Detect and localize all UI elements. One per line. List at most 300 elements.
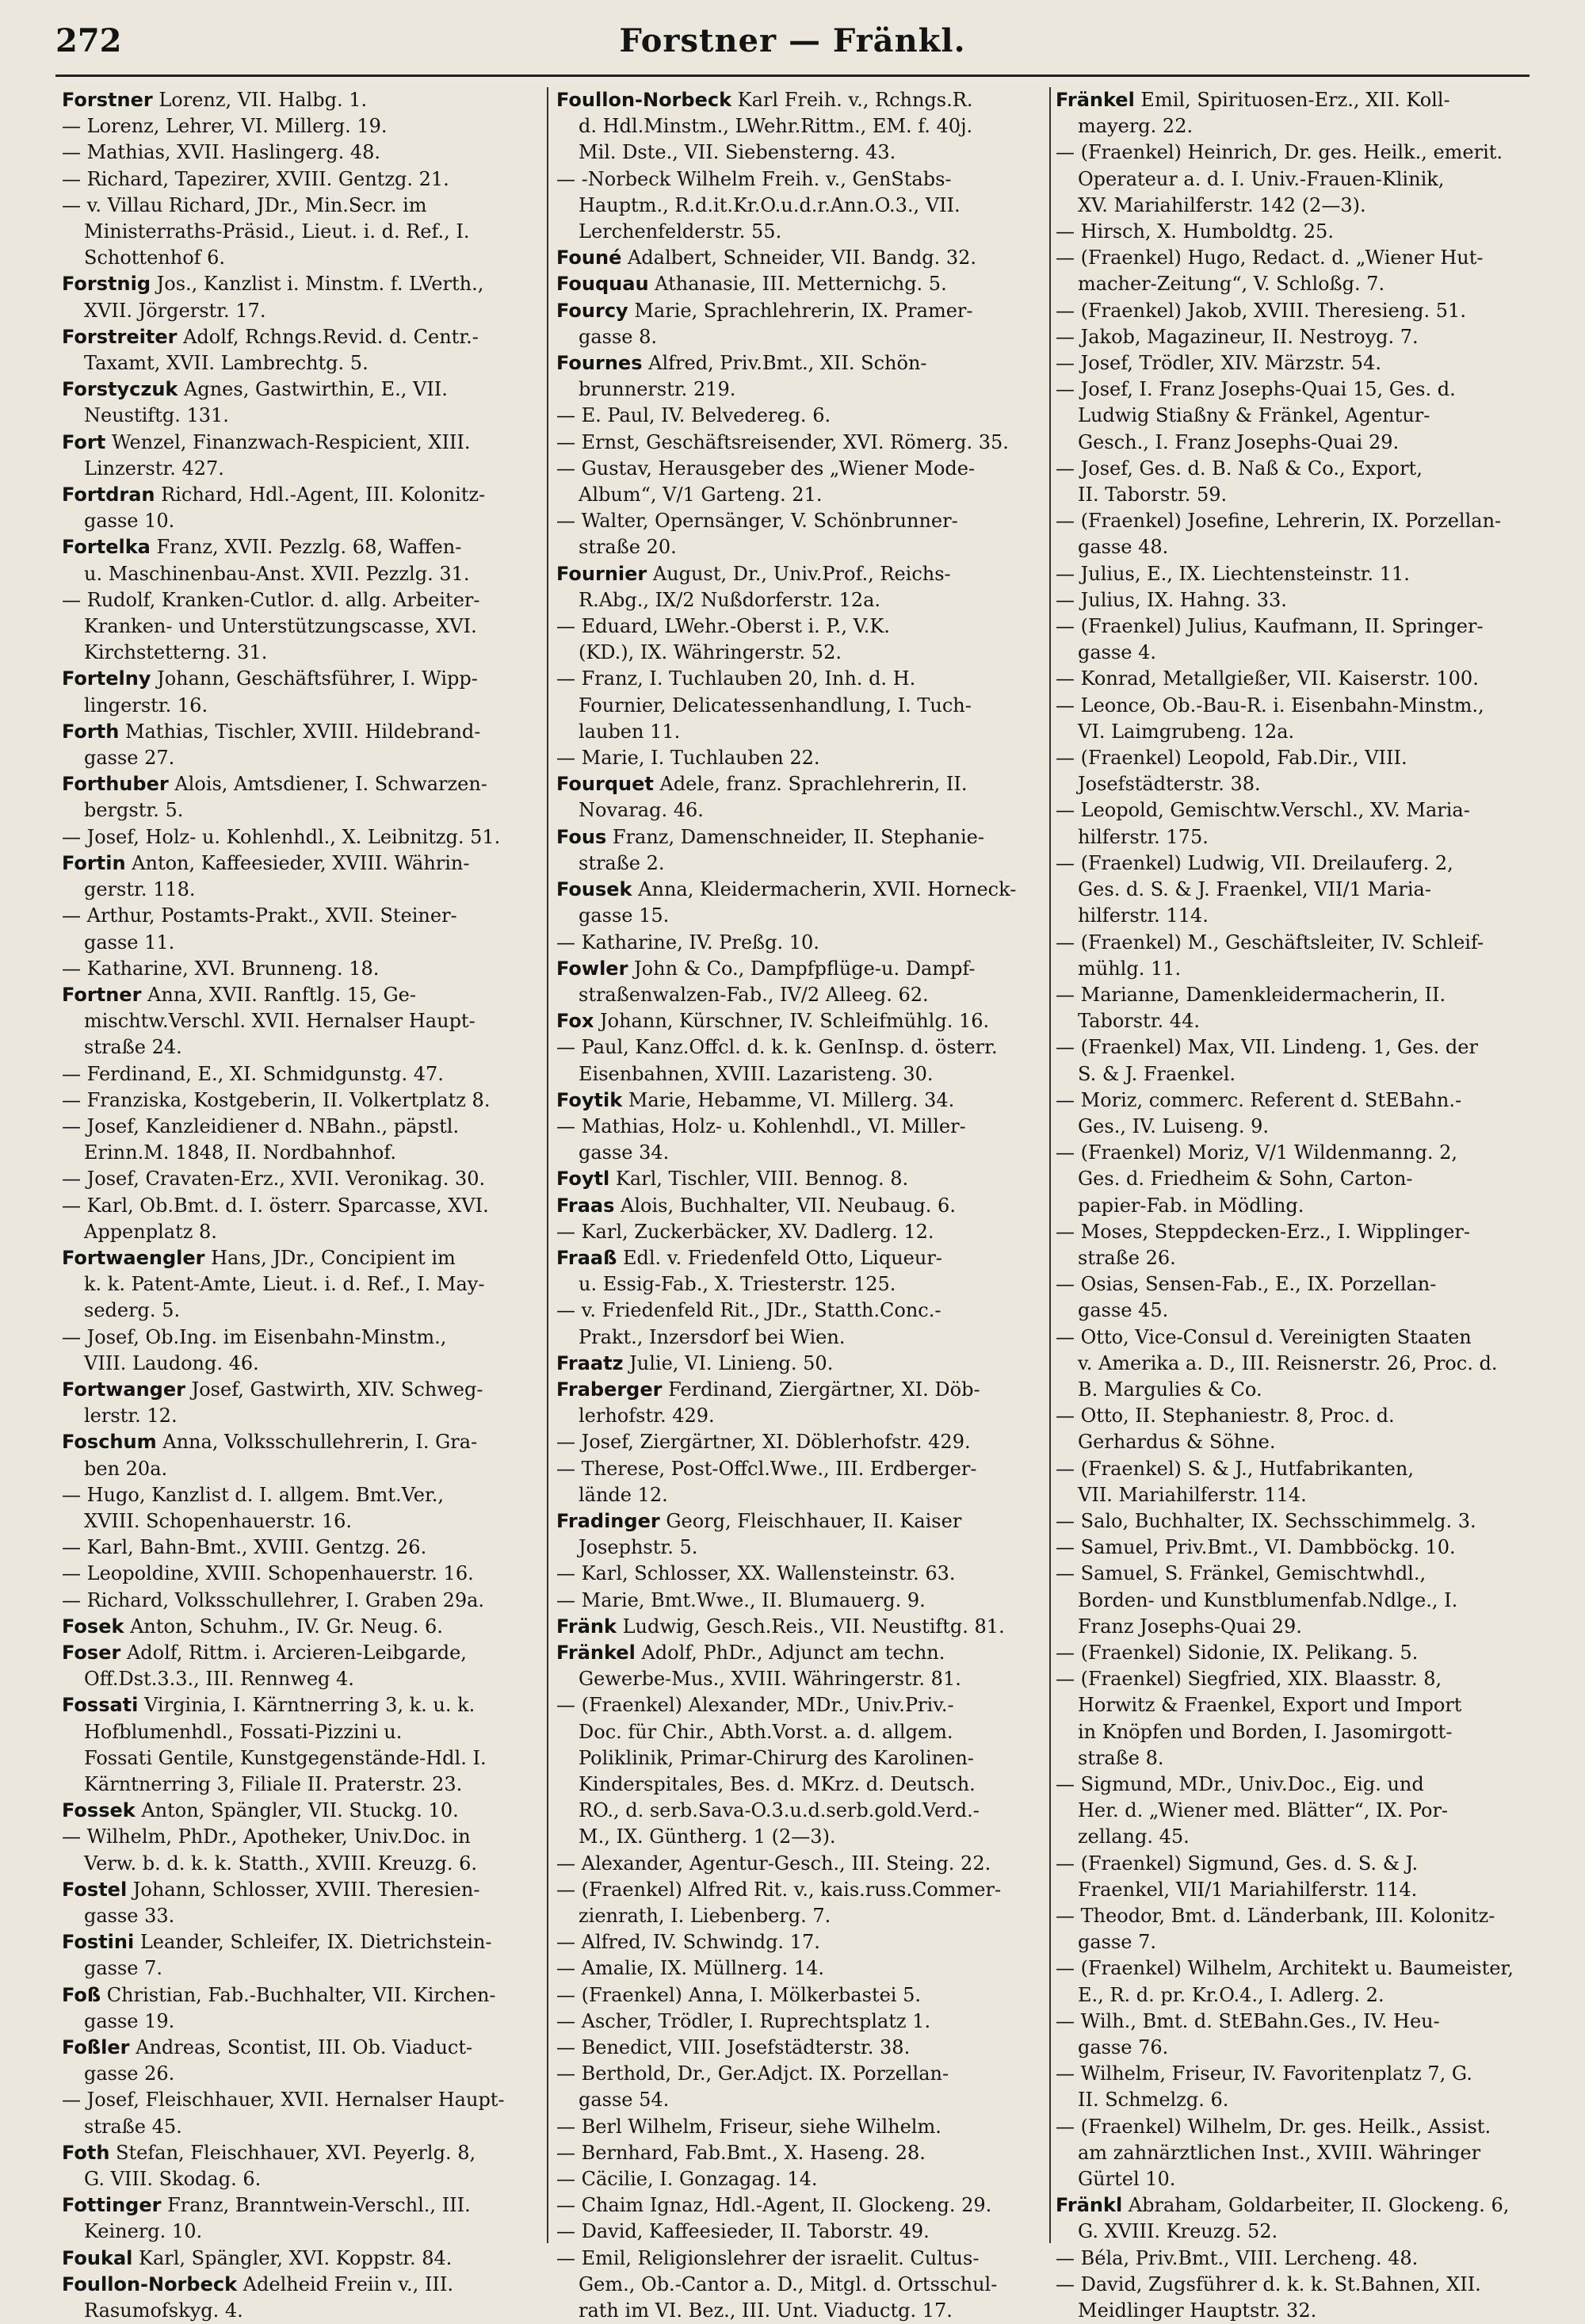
entry-details: — Paul, Kanz.Offcl. d. k. k. GenInsp. d. österr. Eisenbahnen, XVIII. Lazaristeng. 30. <box>556 1036 998 1085</box>
entry-details: — Béla, Priv.Bmt., VIII. Lercheng. 48. <box>1056 2246 1419 2269</box>
entry-details: Karl Freih. v., Rchngs.R. d. Hdl.Minstm., LWehr.Rittm., EM. f. 40j. Mil. Dste., VII. Siebensterng. 43. <box>579 89 973 164</box>
entry-details: Stefan, Fleischhauer, XVI. Peyerlg. 8, G. VIII. Skodag. 6. <box>84 2141 476 2191</box>
entry-details: Adolf, PhDr., Adjunct am techn. Gewerbe-Mus., XVIII. Währingerstr. 81. <box>579 1641 961 1691</box>
running-head: Forstner — Fränkl. <box>619 22 966 59</box>
entry-surname: Foytl <box>556 1168 610 1191</box>
entry-details: — Josef, Ob.Ing. im Eisenbahn-Minstm., VIII. Laudong. 46. <box>62 1325 447 1374</box>
directory-entry <box>556 2114 1045 2140</box>
directory-entry <box>556 1614 1045 1640</box>
entry-details: — (Fraenkel) Hugo, Redact. d. „Wiener Hut- macher-Zeitung“, V. Schloßg. 7. <box>1056 247 1484 296</box>
entry-surname: Fourcy <box>556 299 628 322</box>
directory-entry <box>62 1166 539 1192</box>
column-3 <box>1056 87 1545 2322</box>
directory-entry <box>556 245 1045 271</box>
entry-details: — Konrad, Metallgießer, VII. Kaiserstr. 100. <box>1056 667 1479 690</box>
entry-details: — Leonce, Ob.-Bau-R. i. Eisenbahn-Minstm., VI. Laimgrubeng. 12a. <box>1056 694 1484 743</box>
entry-details: — Alexander, Agentur-Gesch., III. Steing. 22. <box>556 1852 991 1875</box>
directory-entry <box>62 2246 539 2272</box>
directory-entry <box>1056 1561 1545 1640</box>
entry-surname: Foth <box>62 2141 110 2164</box>
directory-entry <box>62 1245 539 1324</box>
directory-entry <box>62 193 539 272</box>
directory-entry <box>62 1114 539 1166</box>
entry-details: — Osias, Sensen-Fab., E., IX. Porzellan- gasse 45. <box>1056 1273 1437 1322</box>
entry-details: Georg, Fleischhauer, II. Kaiser Josephstr. 5. <box>579 1509 962 1559</box>
directory-entry <box>556 877 1045 929</box>
entry-details: — Franziska, Kostgeberin, II. Volkertplatz 8. <box>62 1088 491 1111</box>
entry-details: Anton, Schuhm., IV. Gr. Neug. 6. <box>124 1615 443 1638</box>
directory-entry <box>62 1588 539 1614</box>
directory-entry <box>1056 2272 1545 2324</box>
entry-details: Abraham, Goldarbeiter, II. Glockeng. 6, G. XVIII. Kreuzg. 52. <box>1078 2194 1510 2243</box>
entry-details: — (Fraenkel) M., Geschäftsleiter, IV. Schleif- mühlg. 11. <box>1056 931 1484 980</box>
entry-details: — Moses, Steppdecken-Erz., I. Wipplinger- straße 26. <box>1056 1220 1470 1269</box>
directory-entry <box>62 271 539 323</box>
entry-details: — Josef, Ziergärtner, XI. Döblerhofstr. 429. <box>556 1431 971 1454</box>
directory-entry <box>62 2272 539 2324</box>
directory-entry <box>1056 1903 1545 1955</box>
entry-details: Johann, Kürschner, IV. Schleifmühlg. 16. <box>594 1010 990 1033</box>
entry-details: Alois, Buchhalter, VII. Neubaug. 6. <box>614 1194 956 1217</box>
entry-details: Virginia, I. Kärntnerring 3, k. u. k. Hofblumenhdl., Fossati-Pizzini u. Fossati Gentile, Kunstgegenstände-Hdl. I. Kärntnerring 3, Filiale II. Praterstr. 23. <box>84 1694 487 1795</box>
entry-surname: Fossek <box>62 1799 136 1822</box>
entry-details: Karl, Spängler, XVI. Koppstr. 84. <box>132 2246 453 2269</box>
directory-entry <box>556 561 1045 613</box>
entry-surname: Fortwanger <box>62 1378 185 1401</box>
directory-entry <box>62 166 539 193</box>
directory-entry <box>1056 2192 1545 2245</box>
entry-details: Franz, XVII. Pezzlg. 68, Waffen- u. Maschinenbau-Anst. XVII. Pezzlg. 31. <box>84 536 470 585</box>
directory-entry <box>1056 850 1545 930</box>
entry-details: Anton, Spängler, VII. Stuckg. 10. <box>135 1799 459 1822</box>
entry-details: — Wilhelm, Friseur, IV. Favoritenplatz 7, G. II. Schmelzg. 6. <box>1056 2062 1472 2112</box>
entry-details: Anton, Kaffeesieder, XVIII. Währin- gerstr. 118. <box>84 851 470 901</box>
directory-entry <box>62 1377 539 1429</box>
directory-entry <box>556 456 1045 508</box>
directory-entry <box>62 1429 539 1481</box>
directory-entry <box>62 87 539 113</box>
entry-details: — (Fraenkel) Sidonie, IX. Pelikang. 5. <box>1056 1641 1419 1664</box>
entry-details: — Karl, Bahn-Bmt., XVIII. Gentzg. 26. <box>62 1536 427 1559</box>
entry-details: — Josef, Trödler, XIV. Märzstr. 54. <box>1056 352 1381 375</box>
entry-surname: Fortin <box>62 851 126 874</box>
entry-details: — Benedict, VIII. Josefstädterstr. 38. <box>556 2036 911 2059</box>
directory-entry <box>1056 1087 1545 1140</box>
entry-surname: Fradinger <box>556 1509 660 1532</box>
entry-surname: Fränkl <box>1056 2194 1123 2217</box>
entry-details: Franz, Damenschneider, II. Stephanie- straße 2. <box>579 825 984 874</box>
directory-entry <box>1056 1403 1545 1455</box>
directory-entry <box>556 298 1045 350</box>
directory-entry <box>62 1535 539 1561</box>
entry-details: — (Fraenkel) Jakob, XVIII. Theresieng. 51. <box>1056 299 1466 322</box>
directory-entry <box>556 508 1045 560</box>
entry-surname: Fortdran <box>62 484 155 506</box>
directory-entry <box>1056 745 1545 797</box>
entry-details: — Franz, I. Tuchlauben 20, Inh. d. H. Fournier, Delicatessenhandlung, I. Tuch- lauben 11. <box>556 667 972 743</box>
entry-details: — Salo, Buchhalter, IX. Sechsschimmelg. 3. <box>1056 1509 1476 1532</box>
directory-entry <box>62 719 539 771</box>
entry-surname: Forstreiter <box>62 325 178 348</box>
entry-surname: Forstnig <box>62 273 151 296</box>
entry-details: Emil, Spirituosen-Erz., XII. Koll- mayerg. 22. <box>1078 89 1450 138</box>
directory-entry <box>556 666 1045 745</box>
entry-details: — (Fraenkel) Alfred Rit. v., kais.russ.Commer- zienrath, I. Liebenberg. 7. <box>556 1878 1002 1928</box>
entry-details: Anna, Volksschullehrerin, I. Gra- ben 20a. <box>84 1431 478 1480</box>
entry-surname: Fourquet <box>556 773 654 796</box>
entry-details: — (Fraenkel) Alexander, MDr., Univ.Priv.- Doc. für Chir., Abth.Vorst. a. d. allgem. Poliklinik, Primar-Chirurg des Karolinen- Kinderspitales, Bes. d. MKrz. d. Deutsch. RO., d. serb.Sava-O.3.u.d.serb.gold.Verd.- M., IX. Güntherg. 1 (2—3). <box>556 1694 980 1848</box>
entry-surname: Fossati <box>62 1694 139 1717</box>
directory-entry <box>1056 982 1545 1034</box>
directory-entry <box>62 534 539 587</box>
entry-details: — Josef, Holz- u. Kohlenhdl., X. Leibnitzg. 51. <box>62 825 501 848</box>
directory-entry <box>1056 1271 1545 1324</box>
directory-entry <box>1056 324 1545 350</box>
entry-details: — Chaim Ignaz, Hdl.-Agent, II. Glockeng. 29. <box>556 2194 992 2217</box>
column-divider <box>547 87 548 2243</box>
entry-details: Agnes, Gastwirthin, E., VII. Neustiftg. 131. <box>84 378 448 427</box>
entry-surname: Foser <box>62 1641 121 1664</box>
entry-surname: Forthuber <box>62 773 169 796</box>
directory-entry <box>62 771 539 824</box>
entry-details: — Ferdinand, E., XI. Schmidgunstg. 47. <box>62 1062 444 1085</box>
directory-entry <box>1056 350 1545 377</box>
directory-entry <box>62 1877 539 1929</box>
entry-details: Adolf, Rchngs.Revid. d. Centr.- Taxamt, XVII. Lambrechtg. 5. <box>84 325 479 375</box>
entry-details: Hans, JDr., Concipient im k. k. Patent-Amte, Lieut. i. d. Ref., I. May- sederg. 5. <box>84 1246 485 1322</box>
entry-surname: Fraaß <box>556 1246 617 1269</box>
entry-surname: Fortner <box>62 983 142 1006</box>
entry-details: — Josef, Cravaten-Erz., XVII. Veronikag. 30. <box>62 1168 486 1191</box>
directory-entry <box>1056 456 1545 508</box>
directory-entry <box>62 1929 539 1982</box>
entry-details: — Katharine, XVI. Brunneng. 18. <box>62 957 380 980</box>
directory-entry <box>556 2166 1045 2192</box>
entry-details: — (Fraenkel) Wilhelm, Architekt u. Baumeister, E., R. d. pr. Kr.O.4., I. Adlerg. 2. <box>1056 1957 1514 2006</box>
entry-surname: Fottinger <box>62 2194 162 2217</box>
entry-surname: Foschum <box>62 1431 157 1454</box>
directory-entry <box>556 824 1045 877</box>
entry-details: — Lorenz, Lehrer, VI. Millerg. 19. <box>62 115 388 138</box>
directory-entry <box>1056 2061 1545 2113</box>
directory-entry <box>1056 1508 1545 1535</box>
entry-details: — Berthold, Dr., Ger.Adjct. IX. Porzellan- gasse 54. <box>556 2062 949 2112</box>
entry-details: Adelheid Freiin v., III. Rasumofskyg. 4. <box>84 2272 454 2322</box>
entry-details: — (Fraenkel) Wilhelm, Dr. ges. Heilk., Assist. am zahnärztlichen Inst., XVIII. Währinger Gürtel 10. <box>1056 2115 1491 2191</box>
directory-entry <box>62 1061 539 1087</box>
entry-details: — Amalie, IX. Müllnerg. 14. <box>556 1957 824 1980</box>
entry-details: — Theodor, Bmt. d. Länderbank, III. Kolonitz- gasse 7. <box>1056 1905 1495 1954</box>
entry-details: Christian, Fab.-Buchhalter, VII. Kirchen- gasse 19. <box>84 1983 496 2032</box>
entry-surname: Fournier <box>556 562 647 585</box>
directory-entry <box>62 1692 539 1798</box>
directory-entry <box>556 2246 1045 2324</box>
directory-entry <box>62 956 539 982</box>
entry-details: Josef, Gastwirth, XIV. Schweg- lerstr. 12. <box>84 1378 483 1428</box>
directory-entry <box>556 1193 1045 1219</box>
directory-entry <box>1056 1456 1545 1508</box>
entry-surname: Fowler <box>556 957 628 980</box>
directory-entry <box>1056 797 1545 850</box>
page-number: 272 <box>55 22 122 59</box>
directory-entry <box>556 1114 1045 1166</box>
entry-details: — David, Zugsführer d. k. k. St.Bahnen, XII. Meidlinger Hauptstr. 32. <box>1056 2272 1481 2322</box>
entry-details: — Josef, Fleischhauer, XVII. Hernalser Haupt- straße 45. <box>62 2089 505 2138</box>
entry-details: — Josef, I. Franz Josephs-Quai 15, Ges. d. Ludwig Stiaßny & Fränkel, Agentur- Gesch., I. Franz Josephs-Quai 29. <box>1056 378 1456 453</box>
directory-entry <box>62 850 539 903</box>
entry-details: — (Fraenkel) Sigmund, Ges. d. S. & J. Fraenkel, VII/1 Mariahilferstr. 114. <box>1056 1852 1419 1901</box>
directory-entry <box>556 771 1045 824</box>
directory-entry <box>556 1351 1045 1377</box>
directory-entry <box>1056 930 1545 982</box>
directory-entry <box>556 1166 1045 1192</box>
entry-surname: Founé <box>556 247 622 269</box>
entry-details: Marie, Hebamme, VI. Millerg. 34. <box>622 1088 955 1111</box>
entry-details: Andreas, Scontist, III. Ob. Viaduct- gasse 26. <box>84 2036 473 2085</box>
entry-surname: Fosek <box>62 1615 124 1638</box>
directory-entry <box>556 2009 1045 2035</box>
directory-entry <box>62 324 539 377</box>
directory-entry <box>556 1508 1045 1561</box>
directory-entry <box>556 2061 1045 2113</box>
entry-surname: Fostel <box>62 1878 128 1901</box>
directory-entry <box>62 2087 539 2139</box>
directory-entry <box>1056 377 1545 456</box>
entry-details: Anna, XVII. Ranftlg. 15, Ge- mischtw.Verschl. XVII. Hernalser Haupt- straße 24. <box>84 983 476 1059</box>
entry-details: — Bernhard, Fab.Bmt., X. Haseng. 28. <box>556 2141 926 2164</box>
entry-details: — (Fraenkel) Moriz, V/1 Wildenmanng. 2, Ges. d. Friedheim & Sohn, Carton- papier-Fab. in Mödling. <box>1056 1141 1458 1217</box>
entry-details: — Marianne, Damenkleidermacherin, II. Taborstr. 44. <box>1056 983 1446 1033</box>
entry-details: — Eduard, LWehr.-Oberst i. P., V.K. (KD.), IX. Währingerstr. 52. <box>556 615 890 664</box>
directory-entry <box>556 956 1045 1008</box>
directory-entry <box>62 1482 539 1535</box>
directory-entry <box>1056 245 1545 297</box>
directory-entry <box>556 1087 1045 1114</box>
directory-entry <box>62 666 539 718</box>
entry-details: — Karl, Ob.Bmt. d. I. österr. Sparcasse, XVI. Appenplatz 8. <box>62 1194 489 1243</box>
directory-entry <box>556 1955 1045 1982</box>
entry-details: — Therese, Post-Offcl.Wwe., III. Erdberger- lände 12. <box>556 1457 977 1506</box>
directory-entry <box>62 482 539 534</box>
entry-details: Edl. v. Friedenfeld Otto, Liqueur- u. Essig-Fab., X. Triesterstr. 125. <box>579 1246 942 1296</box>
entry-details: Alfred, Priv.Bmt., XII. Schön- brunnerstr. 219. <box>579 352 927 401</box>
directory-entry <box>62 377 539 429</box>
entry-surname: Fraas <box>556 1194 615 1217</box>
directory-entry <box>556 2035 1045 2061</box>
directory-entry <box>556 350 1045 403</box>
entry-details: — Ascher, Trödler, I. Ruprechtsplatz 1. <box>556 2009 931 2032</box>
directory-entry <box>62 982 539 1061</box>
directory-entry <box>556 613 1045 666</box>
entry-details: — Wilh., Bmt. d. StEBahn.Ges., IV. Heu- gasse 76. <box>1056 2009 1440 2059</box>
entry-details: — Samuel, S. Fränkel, Gemischtwhdl., Borden- und Kunstblumenfab.Ndlge., I. Franz Josephs-Quai 29. <box>1056 1562 1458 1638</box>
entry-surname: Forth <box>62 720 120 743</box>
entry-details: — Samuel, Priv.Bmt., VI. Dambböckg. 10. <box>1056 1536 1456 1559</box>
directory-entry <box>62 140 539 166</box>
directory-entry <box>62 2035 539 2087</box>
entry-surname: Foullon-Norbeck <box>556 89 732 111</box>
entry-details: Adolf, Rittm. i. Arcieren-Leibgarde, Off.Dst.3.3., III. Rennweg 4. <box>84 1641 467 1691</box>
entry-details: — Moriz, commerc. Referent d. StEBahn.- Ges., IV. Luiseng. 9. <box>1056 1088 1462 1137</box>
directory-entry <box>62 1087 539 1114</box>
directory-entry <box>1056 2009 1545 2061</box>
entry-details: Athanasie, III. Metternichg. 5. <box>648 273 947 296</box>
directory-entry <box>556 1298 1045 1350</box>
entry-surname: Foytik <box>556 1088 623 1111</box>
entry-details: — Hirsch, X. Humboldtg. 25. <box>1056 220 1334 243</box>
directory-entry <box>556 1456 1045 1508</box>
directory-entry <box>556 1245 1045 1298</box>
entry-surname: Fort <box>62 430 106 453</box>
entry-surname: Fränkel <box>1056 89 1135 111</box>
directory-entry <box>62 903 539 955</box>
entry-details: — Rudolf, Kranken-Cutlor. d. allg. Arbeiter- Kranken- und Unterstützungscasse, XVI. Kirchstetterng. 31. <box>62 588 480 664</box>
page-header <box>55 22 1530 70</box>
column-divider <box>1049 87 1051 2243</box>
entry-details: Ferdinand, Ziergärtner, XI. Döb- lerhofstr. 429. <box>579 1378 980 1428</box>
entry-surname: Fraberger <box>556 1378 663 1401</box>
directory-entry <box>556 1008 1045 1034</box>
entry-details: Jos., Kanzlist i. Minstm. f. LVerth., XVII. Jörgerstr. 17. <box>84 273 484 322</box>
directory-entry <box>556 87 1045 166</box>
entry-surname: Fouquau <box>556 273 649 296</box>
entry-details: — -Norbeck Wilhelm Freih. v., GenStabs- Hauptm., R.d.it.Kr.O.u.d.r.Ann.O.3., VII. Lerchenfelderstr. 55. <box>556 167 961 243</box>
entry-details: — Mathias, Holz- u. Kohlenhdl., VI. Miller- gasse 34. <box>556 1114 966 1164</box>
directory-entry <box>1056 1535 1545 1561</box>
entry-details: — Ernst, Geschäftsreisender, XVI. Römerg. 35. <box>556 430 1009 453</box>
directory-entry <box>62 1824 539 1876</box>
directory-entry <box>62 824 539 850</box>
directory-entry <box>1056 87 1545 140</box>
directory-entry <box>1056 508 1545 560</box>
directory-entry <box>556 430 1045 456</box>
directory-entry <box>556 1377 1045 1429</box>
directory-entry <box>1056 2246 1545 2272</box>
entry-details: — Richard, Tapezirer, XVIII. Gentzg. 21. <box>62 167 449 190</box>
entry-details: Johann, Schlosser, XVIII. Theresien- gasse 33. <box>84 1878 480 1928</box>
entry-details: Mathias, Tischler, XVIII. Hildebrand- gasse 27. <box>84 720 481 770</box>
entry-details: Anna, Kleidermacherin, XVII. Horneck- gasse 15. <box>579 878 1017 927</box>
column-2 <box>556 87 1045 2322</box>
entry-details: — Jakob, Magazineur, II. Nestroyg. 7. <box>1056 325 1419 348</box>
entry-surname: Forstner <box>62 89 153 111</box>
entry-details: — Julius, IX. Hahng. 33. <box>1056 588 1287 611</box>
entry-details: — Otto, Vice-Consul d. Vereinigten Staaten v. Amerika a. D., III. Reisnerstr. 26, Proc. d. B. Margulies & Co. <box>1056 1325 1498 1401</box>
directory-entry <box>556 2219 1045 2245</box>
entry-surname: Foukal <box>62 2246 133 2269</box>
entry-surname: Foßler <box>62 2036 130 2059</box>
directory-entry <box>1056 666 1545 692</box>
column-1 <box>62 87 539 2322</box>
directory-entry <box>62 2140 539 2192</box>
directory-entry <box>1056 219 1545 245</box>
directory-entry <box>62 2192 539 2245</box>
entry-surname: Fous <box>556 825 607 848</box>
entry-details: — Karl, Zuckerbäcker, XV. Dadlerg. 12. <box>556 1220 934 1243</box>
directory-entry <box>1056 1772 1545 1851</box>
entry-details: Adalbert, Schneider, VII. Bandg. 32. <box>621 247 977 269</box>
entry-details: — Leopoldine, XVIII. Schopenhauerstr. 16. <box>62 1562 474 1585</box>
directory-entry <box>1056 298 1545 324</box>
entry-details: — (Fraenkel) Anna, I. Mölkerbastei 5. <box>556 1983 922 2006</box>
entry-details: Karl, Tischler, VIII. Bennog. 8. <box>609 1168 909 1191</box>
entry-surname: Fortelka <box>62 536 151 559</box>
entry-details: — Emil, Religionslehrer der israelit. Cultus- Gem., Ob.-Cantor a. D., Mitgl. d. Ortsschul- rath im VI. Bez., III. Unt. Viaductg. 17. <box>556 2246 998 2322</box>
entry-details: — v. Friedenfeld Rit., JDr., Statth.Conc.- Prakt., Inzersdorf bei Wien. <box>556 1299 941 1348</box>
entry-surname: Fränk <box>556 1615 617 1638</box>
entry-details: — Berl Wilhelm, Friseur, siehe Wilhelm. <box>556 2115 941 2138</box>
directory-entry <box>556 1034 1045 1087</box>
header-rule <box>55 75 1530 77</box>
entry-details: Adele, franz. Sprachlehrerin, II. Novarag. 46. <box>579 773 968 822</box>
directory-entry <box>556 2192 1045 2219</box>
entry-details: — (Fraenkel) Siegfried, XIX. Blaasstr. 8, Horwitz & Fraenkel, Export und Import in Knöpfen und Borden, I. Jasomirgott- straße 8. <box>1056 1668 1462 1769</box>
entry-surname: Fox <box>556 1010 594 1033</box>
entry-details: Leander, Schleifer, IX. Dietrichstein- gasse 7. <box>84 1931 492 1980</box>
directory-entry <box>556 930 1045 956</box>
entry-details: Wenzel, Finanzwach-Respicient, XIII. Linzerstr. 427. <box>84 430 471 480</box>
directory-entry <box>1056 1324 1545 1404</box>
entry-details: — (Fraenkel) Julius, Kaufmann, II. Springer- gasse 4. <box>1056 615 1484 664</box>
entry-details: Alois, Amtsdiener, I. Schwarzen- bergstr. 5. <box>84 773 487 822</box>
directory-entry <box>556 2140 1045 2166</box>
entry-surname: Foullon-Norbeck <box>62 2272 238 2295</box>
entry-details: — Hugo, Kanzlist d. I. allgem. Bmt.Ver., XVIII. Schopenhauerstr. 16. <box>62 1483 445 1532</box>
directory-entry <box>556 1588 1045 1614</box>
entry-details: — (Fraenkel) Max, VII. Lindeng. 1, Ges. der S. & J. Fraenkel. <box>1056 1036 1478 1085</box>
directory-entry <box>556 403 1045 429</box>
entry-surname: Fortelny <box>62 667 151 690</box>
entry-details: — Arthur, Postamts-Prakt., XVII. Steiner- gasse 11. <box>62 904 457 954</box>
directory-entry <box>1056 1851 1545 1903</box>
entry-details: — Katharine, IV. Preßg. 10. <box>556 931 819 954</box>
directory-entry <box>1056 2114 1545 2193</box>
directory-entry <box>556 1429 1045 1455</box>
directory-entry <box>556 1982 1045 2009</box>
entry-details: — Gustav, Herausgeber des „Wiener Mode- Album“, V/1 Garteng. 21. <box>556 457 976 506</box>
directory-entry <box>556 166 1045 246</box>
entry-details: — Cäcilie, I. Gonzagag. 14. <box>556 2168 818 2191</box>
entry-surname: Fostini <box>62 1931 135 1954</box>
directory-entry <box>62 1193 539 1245</box>
entry-details: — (Fraenkel) Leopold, Fab.Dir., VIII. Josefstädterstr. 38. <box>1056 747 1407 796</box>
entry-details: — v. Villau Richard, JDr., Min.Secr. im Ministerraths-Präsid., Lieut. i. d. Ref., I. Schottenhof 6. <box>62 193 470 269</box>
entry-surname: Foß <box>62 1983 101 2006</box>
entry-details: — Josef, Kanzleidiener d. NBahn., päpstl. Erinn.M. 1848, II. Nordbahnhof. <box>62 1114 460 1164</box>
directory-entry <box>556 271 1045 297</box>
entry-details: August, Dr., Univ.Prof., Reichs- R.Abg., IX/2 Nußdorferstr. 12a. <box>579 562 951 611</box>
entry-details: — Leopold, Gemischtw.Verschl., XV. Maria- hilferstr. 175. <box>1056 799 1470 848</box>
directory-entry <box>62 430 539 482</box>
entry-details: — E. Paul, IV. Belvedereg. 6. <box>556 404 831 427</box>
directory-entry <box>556 1692 1045 1850</box>
directory-entry <box>556 1219 1045 1245</box>
directory-entry <box>1056 561 1545 587</box>
entry-details: — Marie, Bmt.Wwe., II. Blumauerg. 9. <box>556 1588 926 1611</box>
directory-entry <box>1056 140 1545 219</box>
entry-surname: Forstyczuk <box>62 378 178 401</box>
entry-details: Ludwig, Gesch.Reis., VII. Neustiftg. 81. <box>616 1615 1005 1638</box>
directory-entry <box>1056 693 1545 745</box>
directory-entry <box>556 1929 1045 1955</box>
entry-details: — (Fraenkel) Heinrich, Dr. ges. Heilk., emerit. Operateur a. d. I. Univ.-Frauen-Klinik, XV. Mariahilferstr. 142 (2—3). <box>1056 141 1503 216</box>
directory-entry <box>1056 1140 1545 1219</box>
entry-details: — David, Kaffeesieder, II. Taborstr. 49. <box>556 2220 930 2243</box>
entry-details: — Marie, I. Tuchlauben 22. <box>556 747 820 770</box>
entry-details: — Josef, Ges. d. B. Naß & Co., Export, II. Taborstr. 59. <box>1056 457 1423 506</box>
entry-details: Lorenz, VII. Halbg. 1. <box>152 89 368 111</box>
entry-surname: Fränkel <box>556 1641 636 1664</box>
